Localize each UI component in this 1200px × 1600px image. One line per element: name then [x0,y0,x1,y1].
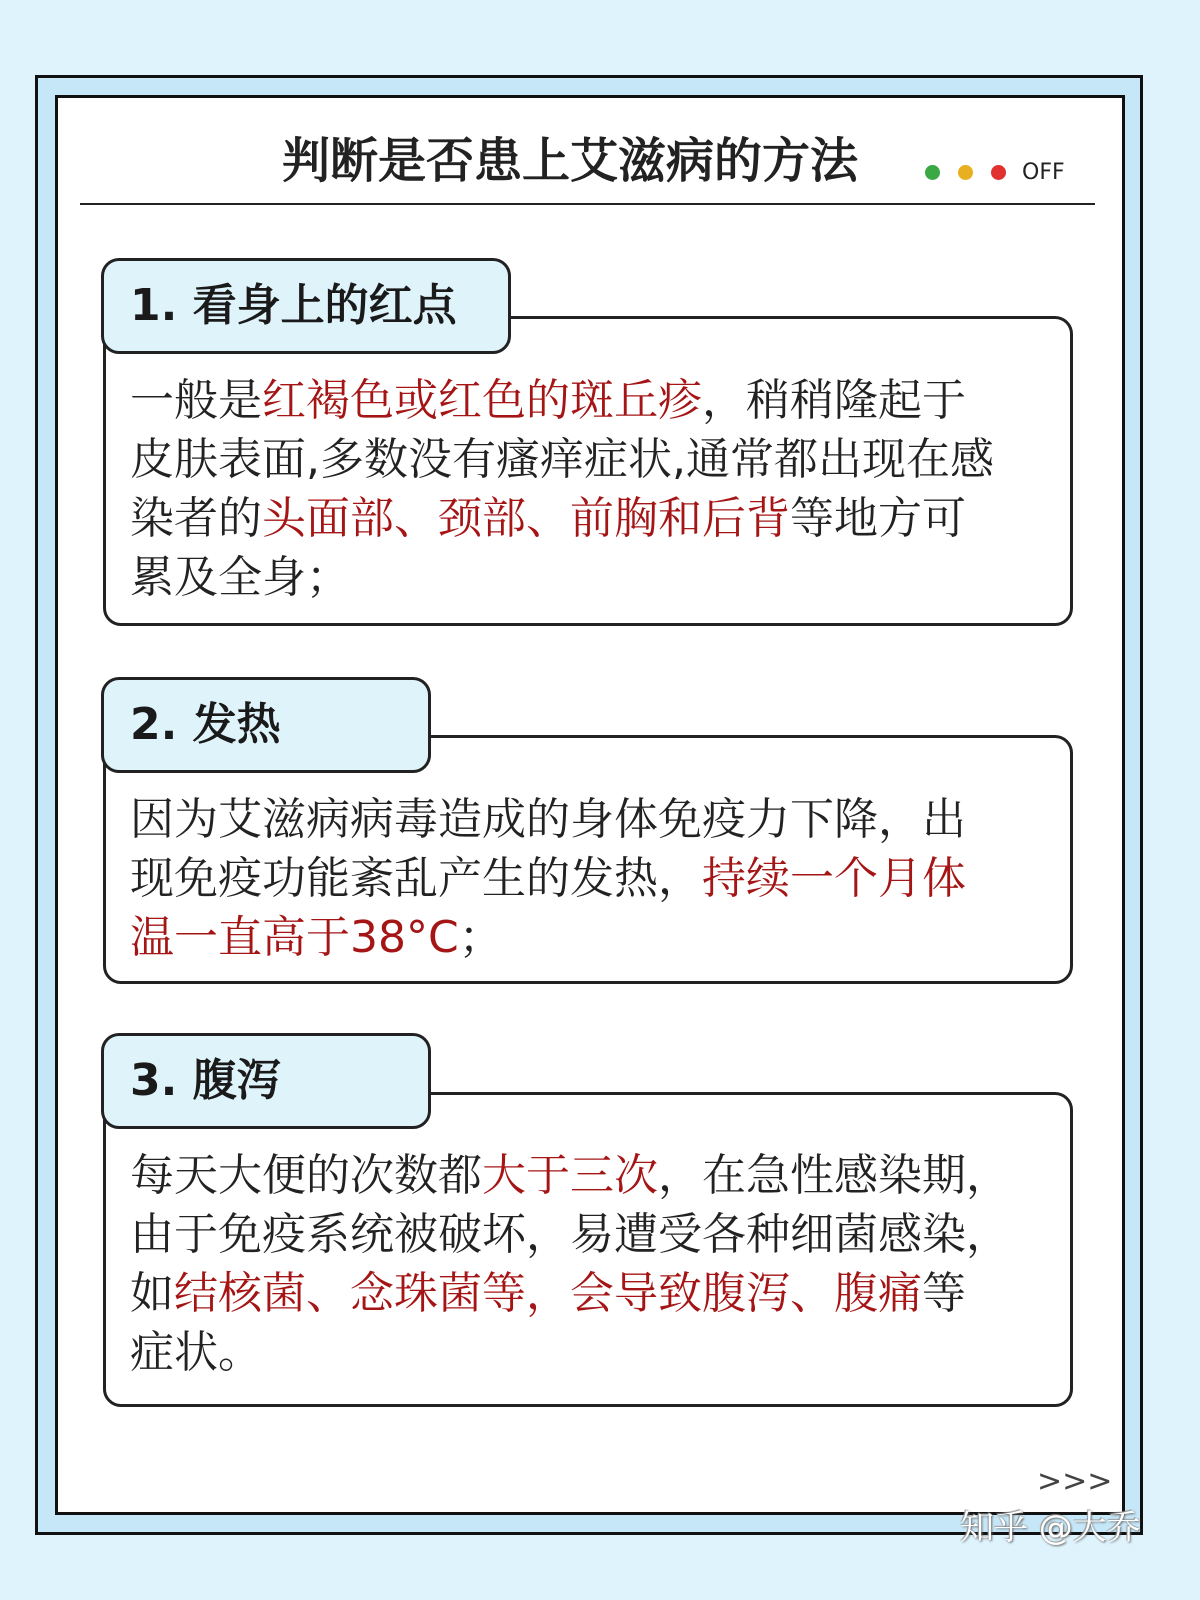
highlighted-text: 大于三次 [482,1150,658,1201]
section-heading-2: 2. 发热 [101,677,431,773]
highlighted-text: 结核菌、念珠菌等，会导致腹泻、腹痛 [174,1268,922,1319]
text-segment: 由于免疫系统被破坏，易遭受各种细菌感染， [130,1209,1010,1260]
text-line [130,908,966,967]
red-dot-icon [991,165,1006,180]
yellow-dot-icon [958,165,973,180]
text-line [130,1205,1010,1264]
status-label: OFF [1022,160,1065,185]
text-segment: ； [458,912,503,963]
section-body-3 [130,1146,1010,1382]
text-segment: 染者的 [130,493,262,544]
text-segment: 一般是 [130,375,262,426]
highlighted-text: 红褐色或红色的斑丘疹 [262,375,702,426]
text-segment: 每天大便的次数都 [130,1150,482,1201]
text-segment: 等 [922,1268,966,1319]
text-segment: 因为艾滋病病毒造成的身体免疫力下降，出 [130,794,966,845]
text-line [130,371,994,430]
text-segment: 现免疫功能紊乱产生的发热， [130,853,702,904]
text-line [130,430,994,489]
text-segment: 等地方可 [790,493,966,544]
section-heading-3: 3. 腹泻 [101,1033,431,1129]
text-line [130,1146,1010,1205]
text-line [130,489,994,548]
highlighted-text: 头面部、颈部、前胸和后背 [262,493,790,544]
section-body-1 [130,371,994,607]
page-title: 判断是否患上艾滋病的方法 [281,133,858,189]
text-segment: 皮肤表面,多数没有瘙痒症状,通常都出现在感 [130,434,994,485]
text-line [130,1264,1010,1323]
text-line [130,1323,1010,1382]
green-dot-icon [925,165,940,180]
text-segment: 症状。 [130,1327,262,1378]
next-page-arrows[interactable]: >>> [1037,1464,1113,1499]
highlighted-text: 温一直高于38°C [130,912,459,963]
watermark: 知乎 @大乔 [960,1508,1141,1548]
text-line [130,790,966,849]
text-segment: 累及全身； [130,552,350,603]
section-body-2 [130,790,966,967]
highlighted-text: 持续一个月体 [702,853,966,904]
text-segment: 如 [130,1268,174,1319]
title-divider [80,203,1095,205]
text-line [130,548,994,607]
text-line [130,849,966,908]
text-segment: ，稍稍隆起于 [702,375,966,426]
text-segment: ，在急性感染期， [658,1150,1010,1201]
section-heading-1: 1. 看身上的红点 [101,258,511,354]
